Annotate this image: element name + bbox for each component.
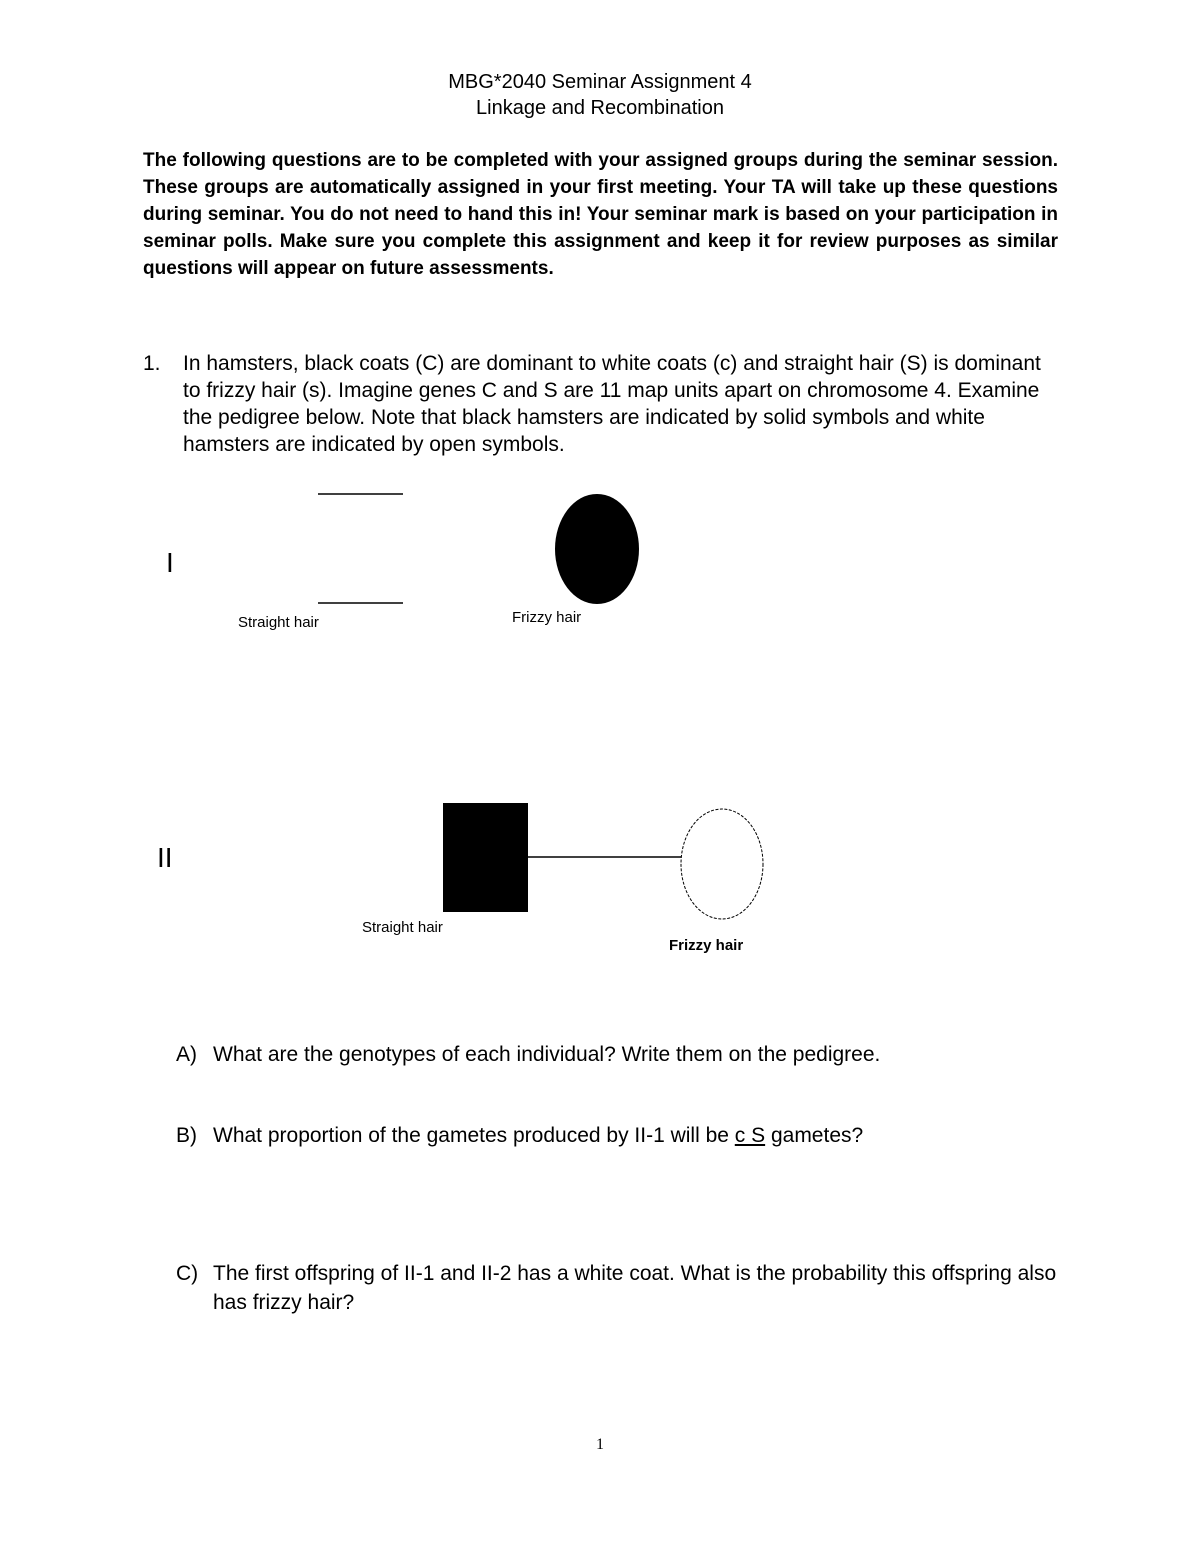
subquestion-a-letter: A) bbox=[176, 1043, 197, 1066]
gen2-male-symbol bbox=[443, 803, 528, 912]
gen2-female-trait: Frizzy hair bbox=[669, 937, 744, 954]
generation-2-label: II bbox=[157, 842, 173, 873]
document-title: MBG*2040 Seminar Assignment 4 bbox=[448, 71, 752, 93]
subquestion-a-text: What are the genotypes of each individual? Write them on the pedigree. bbox=[213, 1043, 881, 1066]
page-number: 1 bbox=[596, 1436, 604, 1453]
subquestion-c-text: The first offspring of II-1 and II-2 has a white coat. What is the probability this offspring also has frizzy hair? bbox=[213, 1262, 1057, 1314]
gen2-male-trait: Straight hair bbox=[362, 919, 443, 936]
subquestion-b-letter: B) bbox=[176, 1124, 197, 1147]
subquestion-b-text-before: What proportion of the gametes produced by II-1 will be bbox=[213, 1124, 735, 1147]
generation-1-label: I bbox=[166, 547, 174, 578]
gen1-male-trait: Straight hair bbox=[238, 614, 319, 631]
subquestion-b-underlined-gamete: c S bbox=[734, 1124, 766, 1147]
subquestion-b-text-after: gametes? bbox=[765, 1124, 864, 1147]
gen1-female-trait: Frizzy hair bbox=[512, 609, 582, 626]
gen2-female-symbol bbox=[681, 809, 763, 919]
intro-paragraph: The following questions are to be completed with your assigned groups during the seminar session. These groups are automatically assigned in your first meeting. Your TA will take up these questions during seminar. You do not need to hand this in! Your seminar mark is based on your participation in seminar polls. Make sure you complete this assignment and keep it for review purposes as similar questions will appear on future assessments. bbox=[143, 150, 1058, 279]
gen1-female-symbol bbox=[555, 494, 639, 604]
subquestion-b-text bbox=[213, 1121, 1063, 1150]
question-text: In hamsters, black coats (C) are dominant to white coats (c) and straight hair (S) is dominant to frizzy hair (s). Imagine genes C and S are 11 map units apart on chromosome 4. Examine the pedigree below. Note that black hamsters are indicated by solid symbols and white hamsters are indicated by open symbols. bbox=[183, 352, 1041, 456]
question-number: 1. bbox=[143, 352, 161, 375]
document-subtitle: Linkage and Recombination bbox=[476, 97, 724, 119]
gen1-male-symbol bbox=[318, 494, 403, 603]
subquestion-c-letter: C) bbox=[176, 1262, 199, 1285]
